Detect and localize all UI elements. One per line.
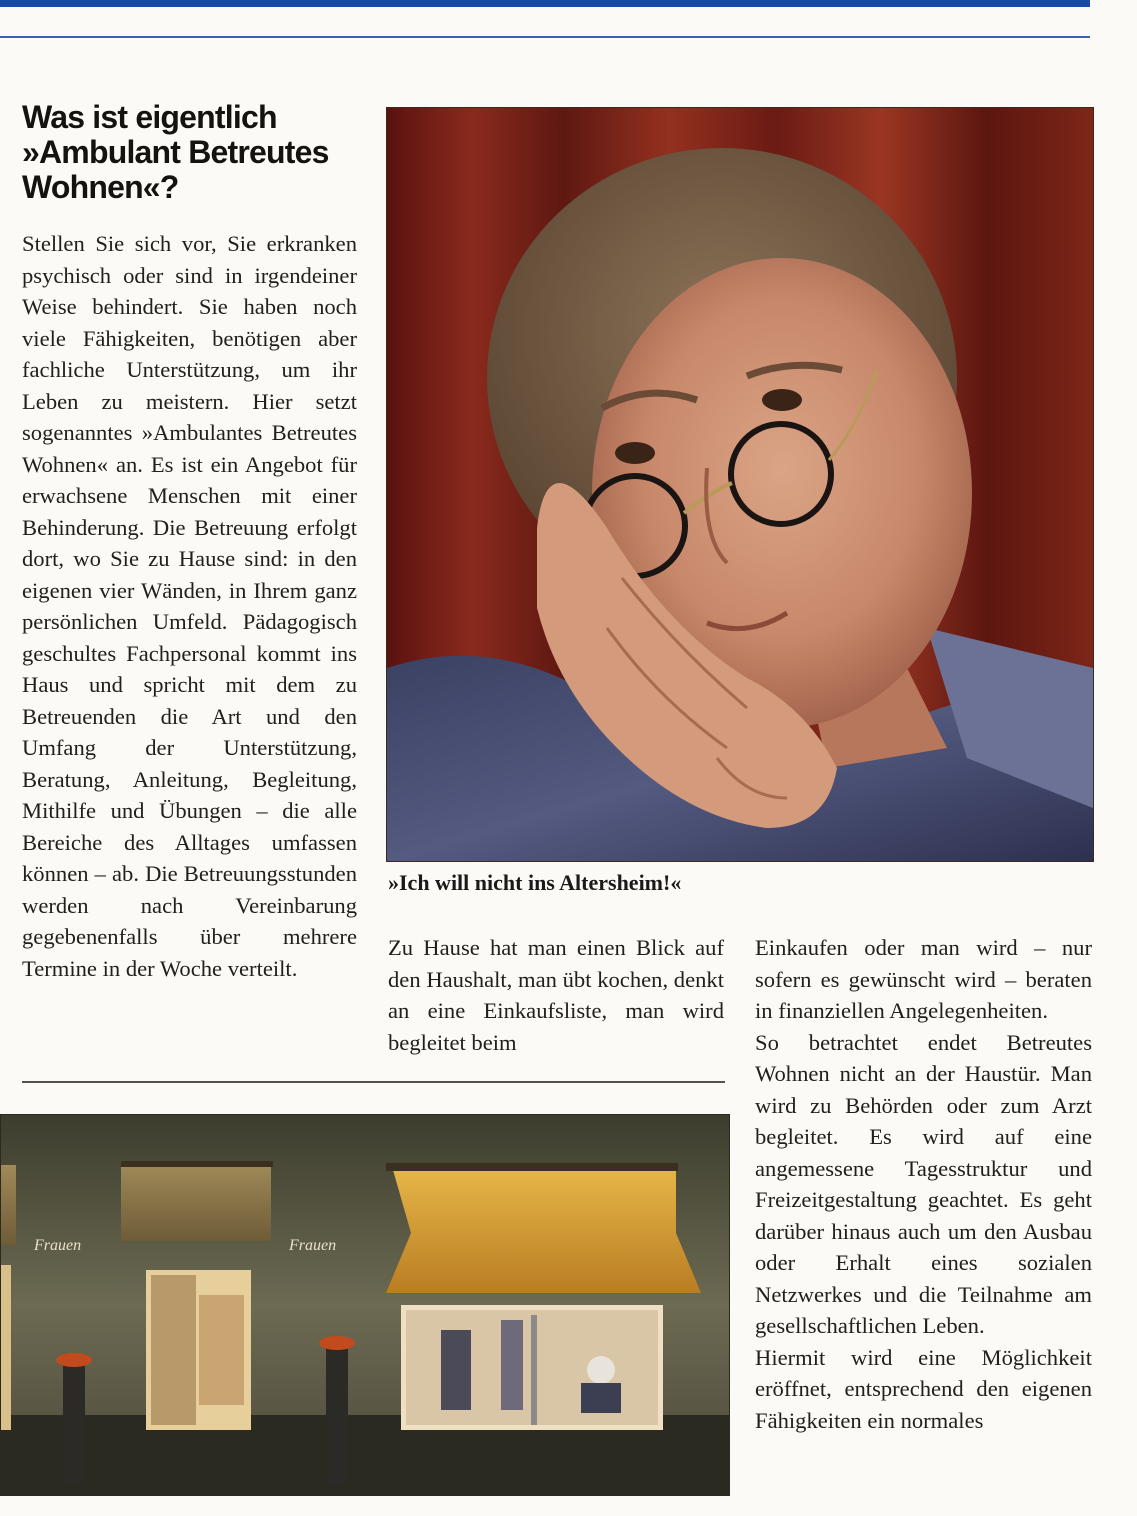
article-headline bbox=[22, 100, 362, 205]
column-3-paragraph-2: So betrachtet endet Betreutes Wohnen nicht an der Haustür. Man wird zu Behörden oder zum Arzt begleitet. Es wird auf eine angemessene Tagesstruktur und Freizeitgestaltung geachtet. Es geht darüber hinaus auch um den Ausbau oder Erhalt eines sozialen Netzwerkes und die Teilnahme am gesellschaftlichen Leben. bbox=[755, 1029, 1092, 1338]
storefront-sign-left: Frauen bbox=[34, 1237, 82, 1254]
column-3-paragraph-3: Hiermit wird eine Möglichkeit eröffnet, entsprechend den eigenen Fähigkeiten ein normales bbox=[755, 1344, 1092, 1433]
portrait-photo bbox=[386, 107, 1094, 862]
article-column-2 bbox=[388, 932, 724, 1058]
column-3-paragraph-1: Einkaufen oder man wird – nur sofern es gewünscht wird – beraten in finanziellen Angelegenheiten. bbox=[755, 935, 1092, 1023]
headline-line-3: Wohnen«? bbox=[22, 169, 179, 205]
column-1-paragraph: Stellen Sie sich vor, Sie erkranken psychisch oder sind in irgendeiner Weise behindert. Sie haben noch viele Fähigkeiten, benötigen aber fachliche Unterstützung, um ihr Leben zu meistern. Hier setzt sogenanntes »Ambulantes Betreutes Wohnen« an. Es ist ein Angebot für erwachsene Menschen mit einer Behinderung. Die Betreuung erfolgt dort, wo Sie zu Hause sind: in den eigenen vier Wänden, in Ihrem ganz persönlichen Umfeld. Pädagogisch geschultes Fachpersonal kommt ins Haus und spricht mit dem zu Betreuenden die Art und den Umfang der Unterstützung, Beratung, Anleitung, Begleitung, Mithilfe und Übungen – die alle Bereiche des Alltages umfassen können – ab. Die Betreuungsstunden werden nach Vereinbarung gegebenenfalls über mehrere Termine in der Woche verteilt. bbox=[22, 231, 357, 981]
article-column-1 bbox=[22, 228, 357, 984]
storefront-photo-illustration bbox=[1, 1115, 729, 1495]
top-accent-bar bbox=[0, 0, 1090, 7]
portrait-photo-illustration bbox=[387, 108, 1093, 861]
photo-caption: »Ich will nicht ins Altersheim!« bbox=[388, 870, 682, 895]
storefront-sign-right: Frauen bbox=[289, 1237, 337, 1254]
headline-line-1: Was ist eigentlich bbox=[22, 99, 277, 135]
article-column-3 bbox=[755, 932, 1092, 1436]
column-2-paragraph: Zu Hause hat man einen Blick auf den Haushalt, man übt kochen, denkt an eine Einkaufsliste, man wird begleitet beim bbox=[388, 935, 724, 1055]
storefront-photo bbox=[0, 1114, 730, 1496]
top-rule bbox=[0, 36, 1090, 38]
headline-line-2: »Ambulant Betreutes bbox=[22, 134, 329, 170]
section-divider bbox=[22, 1081, 725, 1083]
